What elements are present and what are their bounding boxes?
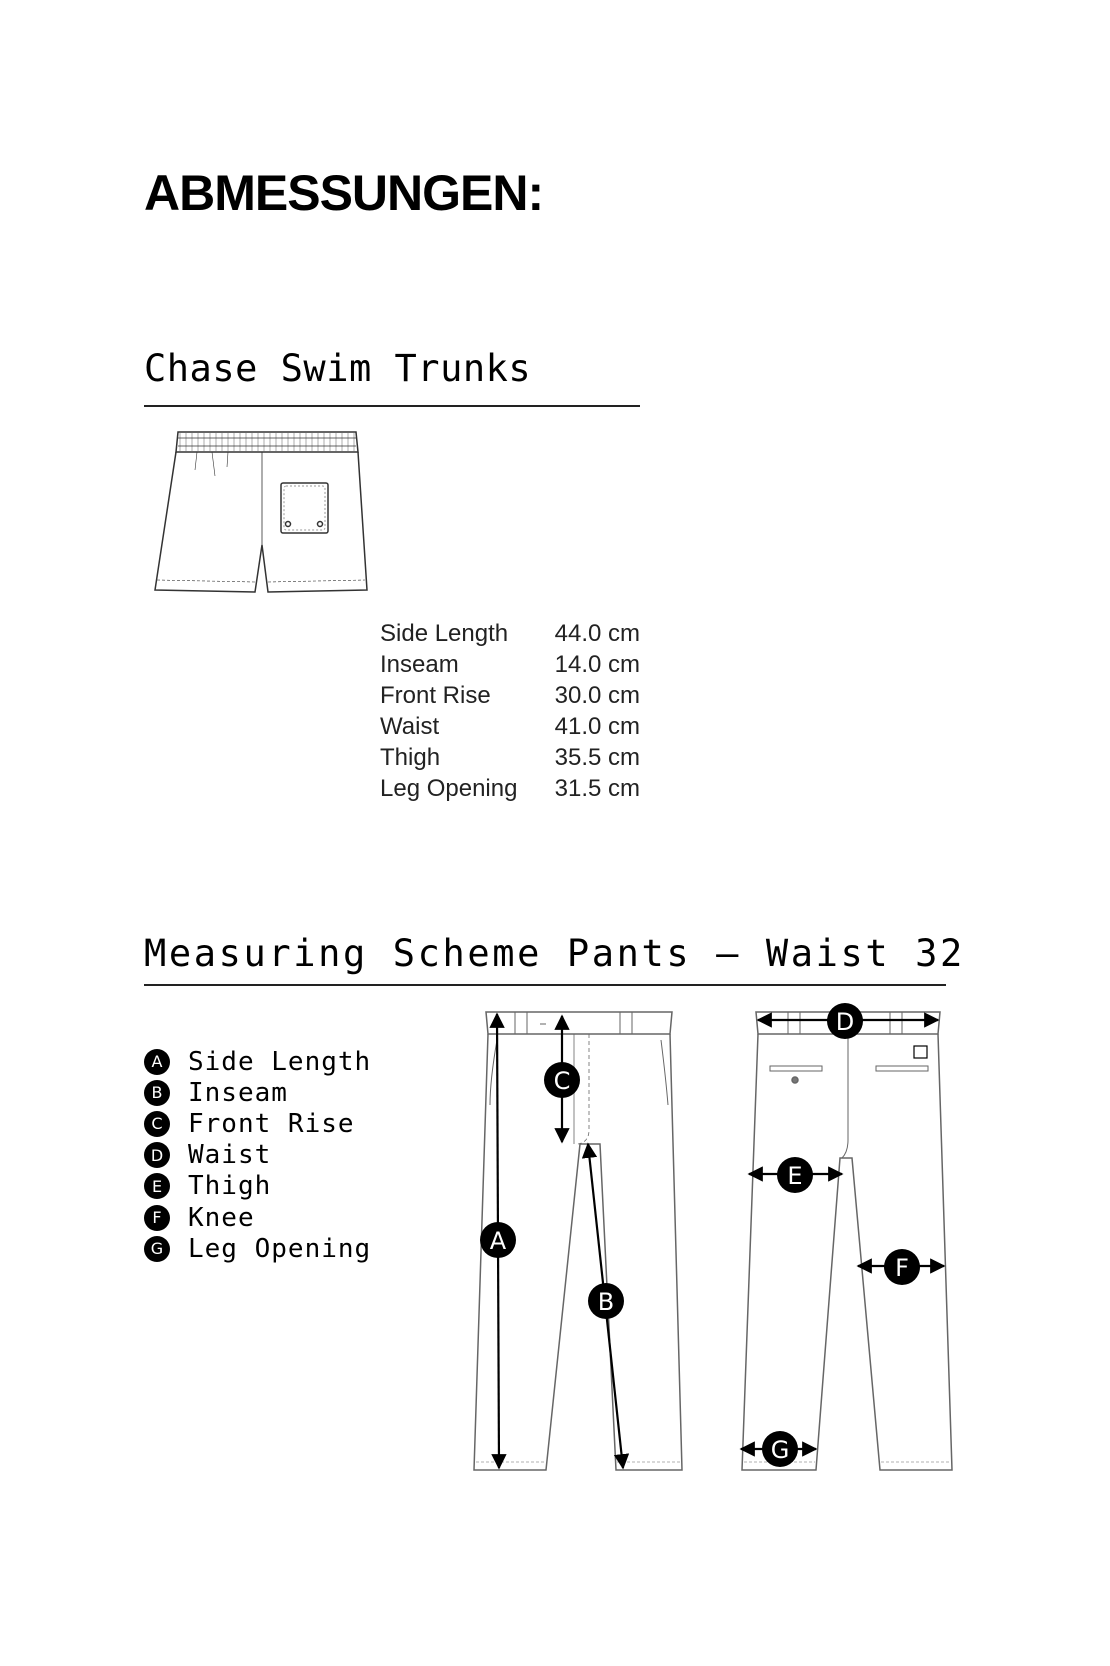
legend-item <box>144 1233 371 1264</box>
legend-badge: D <box>144 1142 170 1168</box>
measurement-value: 31.5 cm <box>554 775 640 802</box>
legend-label: Front Rise <box>188 1108 355 1139</box>
measurement-value: 44.0 cm <box>554 620 640 647</box>
marker-f <box>884 1249 920 1285</box>
page-title: ABMESSUNGEN: <box>144 165 544 221</box>
svg-text:C: C <box>553 1067 571 1095</box>
legend-badge: F <box>144 1205 170 1231</box>
measurement-value: 30.0 cm <box>554 682 640 709</box>
measurement-legend <box>144 1046 371 1264</box>
svg-text:B: B <box>597 1288 615 1316</box>
measurement-label: Front Rise <box>380 682 491 709</box>
marker-c <box>544 1062 580 1098</box>
legend-item <box>144 1046 371 1077</box>
measurement-label: Inseam <box>380 651 459 678</box>
measurements-table <box>380 618 640 804</box>
table-row <box>380 649 640 680</box>
table-row <box>380 742 640 773</box>
legend-item <box>144 1140 371 1171</box>
legend-label: Waist <box>188 1140 272 1171</box>
measurement-value: 14.0 cm <box>554 651 640 678</box>
table-row <box>380 680 640 711</box>
svg-text:F: F <box>895 1254 909 1282</box>
marker-b <box>588 1283 624 1319</box>
legend-label: Leg Opening <box>188 1233 372 1264</box>
marker-g <box>762 1431 798 1467</box>
measurement-value: 35.5 cm <box>554 744 640 771</box>
swim-trunks-drawing <box>155 432 367 592</box>
marker-e <box>777 1157 813 1193</box>
legend-badge: E <box>144 1173 170 1199</box>
measurement-label: Thigh <box>380 744 441 771</box>
legend-item <box>144 1171 371 1202</box>
table-row <box>380 773 640 804</box>
legend-item <box>144 1108 371 1139</box>
product-title: Chase Swim Trunks <box>144 347 532 390</box>
table-row <box>380 618 640 649</box>
legend-item <box>144 1077 371 1108</box>
scheme-title: Measuring Scheme Pants – Waist 32 <box>144 932 965 975</box>
marker-d <box>827 1003 863 1039</box>
measurement-value: 41.0 cm <box>554 713 640 740</box>
legend-badge: G <box>144 1236 170 1262</box>
legend-badge: A <box>144 1049 170 1075</box>
svg-text:E: E <box>787 1162 803 1190</box>
marker-a <box>480 1222 516 1258</box>
legend-badge: C <box>144 1111 170 1137</box>
measurement-label: Side Length <box>380 620 509 647</box>
svg-text:G: G <box>770 1436 790 1464</box>
legend-label: Knee <box>188 1202 255 1233</box>
legend-label: Side Length <box>188 1046 372 1077</box>
legend-label: Inseam <box>188 1077 288 1108</box>
scheme-title-divider <box>144 984 946 986</box>
legend-item <box>144 1202 371 1233</box>
svg-text:D: D <box>835 1008 855 1036</box>
pants-back-drawing <box>742 1012 952 1470</box>
table-row <box>380 711 640 742</box>
measurement-label: Waist <box>380 713 440 740</box>
measurement-label: Leg Opening <box>380 775 518 802</box>
svg-text:A: A <box>489 1227 507 1255</box>
legend-label: Thigh <box>188 1171 272 1202</box>
legend-badge: B <box>144 1080 170 1106</box>
measurement-markers <box>480 1003 920 1467</box>
